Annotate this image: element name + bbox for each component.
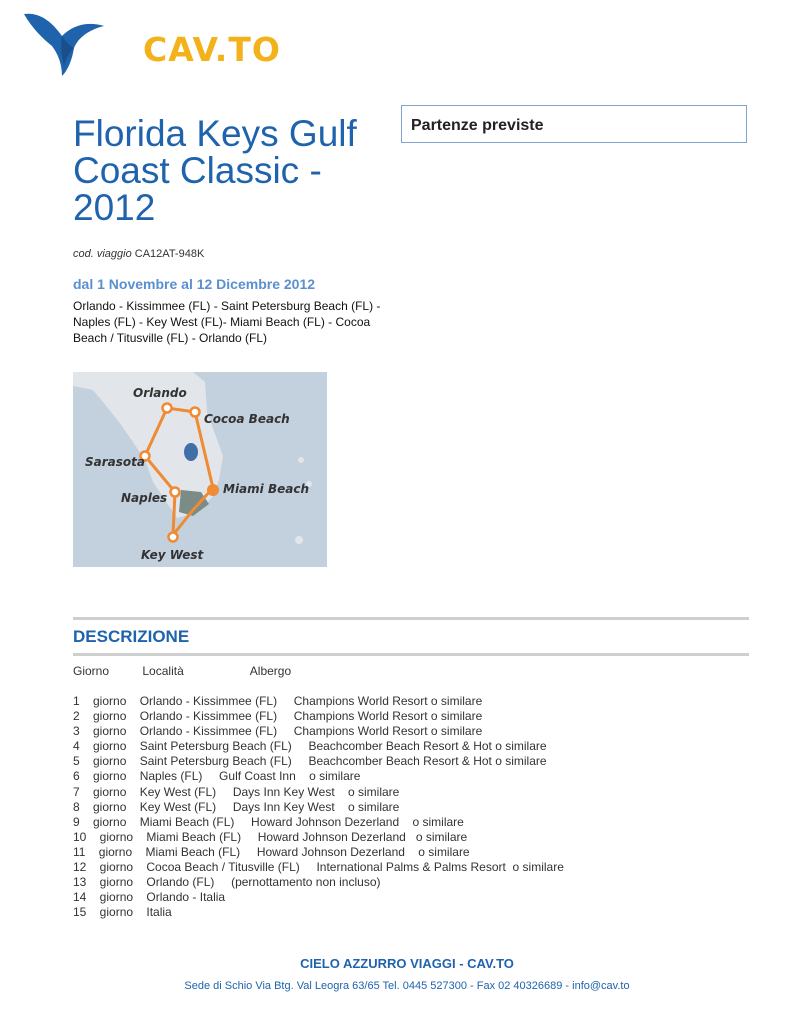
itinerary-row: 14 giorno Orlando - Italia	[73, 890, 226, 905]
section-title: DESCRIZIONE	[73, 627, 190, 646]
header-place: Località	[142, 664, 184, 678]
itinerary-list	[73, 694, 564, 920]
trip-code	[73, 248, 204, 260]
itinerary-row: 15 giorno Italia	[73, 905, 172, 920]
itinerary-row: 9 giorno Miami Beach (FL) Howard Johnson Dezerland o similare	[73, 814, 464, 829]
itinerary-row: 5 giorno Saint Petersburg Beach (FL) Beachcomber Beach Resort & Hot o similare	[73, 754, 547, 769]
trip-code-label: cod. viaggio	[73, 248, 132, 260]
label-naples: Naples	[121, 491, 168, 505]
itinerary-row: 2 giorno Orlando - Kissimmee (FL) Champions World Resort o similare	[73, 709, 483, 724]
itinerary-row: 12 giorno Cocoa Beach / Titusville (FL) International Palms & Palms Resort o similare	[73, 860, 564, 875]
trip-title: Florida Keys Gulf Coast Classic - 2012	[73, 113, 357, 228]
trip-dates: dal 1 Novembre al 12 Dicembre 2012	[73, 276, 316, 292]
logo-text: CAV.TO	[143, 30, 281, 69]
map-lake	[184, 443, 198, 461]
itinerary-row: 3 giorno Orlando - Kissimmee (FL) Champions World Resort o similare	[73, 724, 483, 739]
route-map	[73, 372, 327, 567]
itinerary-headers	[73, 664, 291, 678]
itinerary-row: 10 giorno Miami Beach (FL) Howard Johnson Dezerland o similare	[73, 829, 468, 844]
label-miami: Miami Beach	[223, 482, 309, 496]
trip-route: Orlando - Kissimmee (FL) - Saint Petersburg Beach (FL) - Naples (FL) - Key West (FL)- Miami Beach (FL) - Cocoa Beach / Titusville (FL) - Orlando (FL)	[73, 299, 381, 345]
label-sarasota: Sarasota	[85, 455, 145, 469]
divider-top	[73, 617, 749, 620]
stop-miami	[207, 484, 219, 496]
stop-cocoa	[191, 408, 200, 417]
divider-bottom	[73, 653, 749, 656]
trip-code-value: CA12AT-948K	[134, 248, 205, 260]
partenze-box	[401, 105, 747, 143]
bird-icon	[22, 8, 112, 80]
itinerary-row: 6 giorno Naples (FL) Gulf Coast Inn o similare	[73, 769, 361, 784]
footer-company: CIELO AZZURRO VIAGGI - CAV.TO	[300, 956, 514, 971]
itinerary-row: 13 giorno Orlando (FL) (pernottamento non incluso)	[73, 875, 381, 890]
label-keywest: Key West	[141, 548, 204, 562]
partenze-title: Partenze previste	[411, 117, 544, 134]
label-orlando: Orlando	[133, 386, 187, 400]
header-day: Giorno	[73, 664, 110, 678]
itinerary-row: 1 giorno Orlando - Kissimmee (FL) Champions World Resort o similare	[73, 694, 483, 708]
footer-address: Sede di Schio Via Btg. Val Leogra 63/65 Tel. 0445 527300 - Fax 02 40326689 - info@cav.to	[184, 980, 630, 992]
stop-naples	[171, 488, 180, 497]
stop-keywest	[169, 533, 178, 542]
label-cocoa: Cocoa Beach	[204, 412, 290, 426]
itinerary-row: 8 giorno Key West (FL) Days Inn Key West o similare	[73, 799, 400, 814]
itinerary-row: 4 giorno Saint Petersburg Beach (FL) Beachcomber Beach Resort & Hot o similare	[73, 739, 547, 754]
itinerary-row: 7 giorno Key West (FL) Days Inn Key West o similare	[73, 784, 400, 799]
itinerary-row: 11 giorno Miami Beach (FL) Howard Johnson Dezerland o similare	[73, 844, 470, 859]
brand-logo	[22, 8, 281, 80]
header-hotel: Albergo	[249, 664, 292, 678]
stop-orlando	[163, 404, 172, 413]
